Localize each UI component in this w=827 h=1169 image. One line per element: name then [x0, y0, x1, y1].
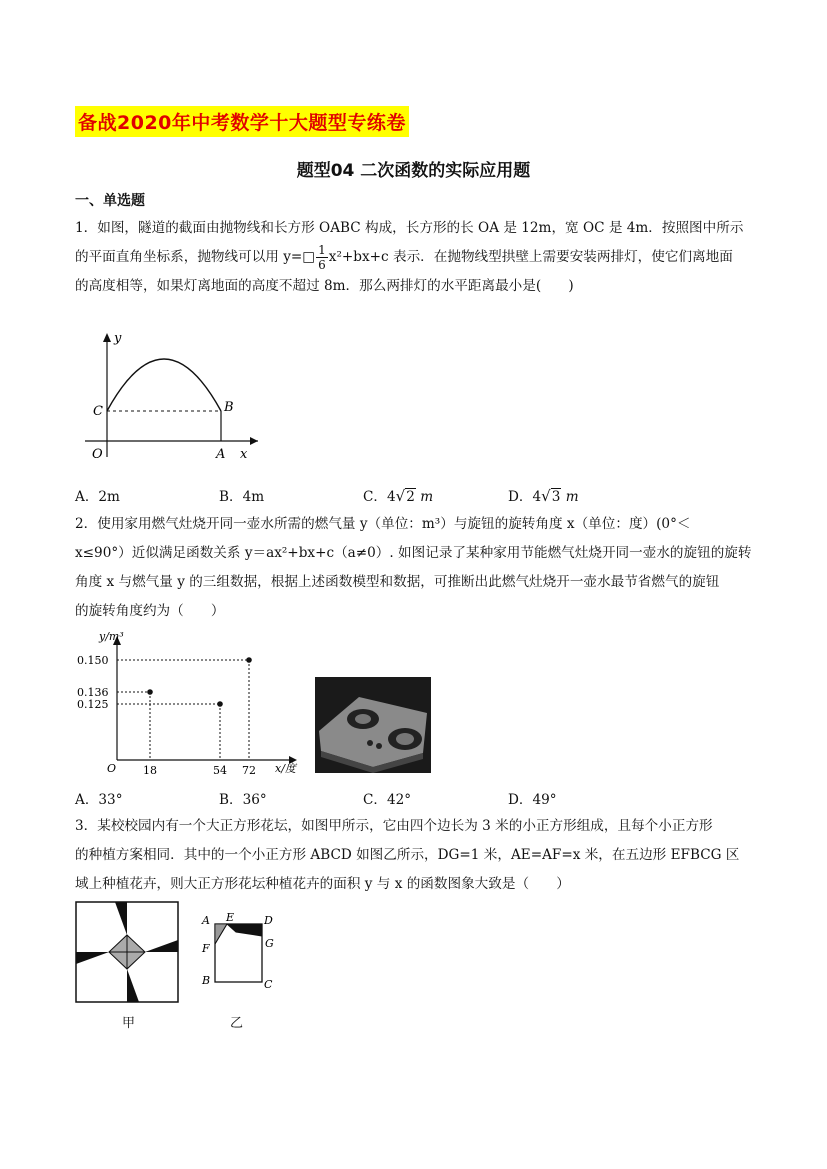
- q1-tunnel-figure: [80, 325, 270, 465]
- yi-label-e: E: [226, 911, 235, 924]
- q2-point-0: [147, 689, 153, 695]
- q2-line3: 角度 x 与燃气量 y 的三组数据，根据上述函数模型和数据，可推断出此燃气灶烧开一壶水最节省燃气的旋钮: [75, 574, 720, 590]
- q2-option-d[interactable]: D．49°: [508, 792, 557, 808]
- q2-line2: x≤90°）近似满足函数关系 y＝ax²+bx+c（a≠0）. 如图记录了某种家用节能燃气灶烧开同一壶水的旋钮的旋转: [75, 545, 752, 561]
- yi-label-f: F: [202, 942, 210, 955]
- section-heading: 一、单选题: [75, 193, 145, 209]
- q1-option-d-pre: D．4: [508, 489, 542, 505]
- q2-ylabel: y/m³: [99, 630, 124, 643]
- q1-label-c: C: [93, 404, 103, 419]
- page-title: 题型04 二次函数的实际应用题: [296, 161, 531, 181]
- stove-burner-left-center: [355, 714, 371, 724]
- q1-line3: 的高度相等，如果灯离地面的高度不超过 8m．那么两排灯的水平距离最小是( ): [75, 278, 574, 294]
- q1-option-c-radicand: 2: [406, 489, 415, 505]
- q1-x-arrow-icon: [250, 437, 258, 445]
- q2-ytick-1: 0.136: [77, 686, 109, 699]
- q2-xtick-0: 18: [143, 764, 157, 776]
- q1-label-x: x: [240, 447, 248, 462]
- stove-burner-right-center: [396, 733, 414, 745]
- stove-knob-left-icon: [367, 740, 373, 746]
- q2-line1: 2．使用家用燃气灶烧开同一壶水所需的燃气量 y（单位：m³）与旋钮的旋转角度 x（单位：度）(0°＜: [75, 516, 691, 532]
- q1-option-c-pre: C．4: [363, 489, 396, 505]
- q1-line2-pre: 的平面直角坐标系，抛物线可以用 y=□: [75, 249, 316, 265]
- q1-frac-den: 6: [318, 258, 326, 272]
- yi-label-c: C: [264, 978, 273, 990]
- q1-label-o: O: [92, 447, 103, 462]
- q1-parabola: [107, 359, 221, 411]
- q2-line4: 的旋转角度约为（ ）: [75, 603, 225, 619]
- q2-point-2: [246, 657, 252, 663]
- q3-caption-yi: 乙: [230, 1016, 244, 1031]
- q1-option-c-unit: m: [420, 489, 434, 505]
- q3-line2: 的种植方案相同．其中的一个小正方形 ABCD 如图乙所示，DG=1 米，AE=AF=x 米，在五边形 EFBCG 区: [75, 847, 740, 863]
- q3-figure-jia: [75, 901, 179, 1003]
- q2-scatter-chart: [75, 626, 305, 776]
- q1-line2: [75, 243, 755, 272]
- q1-option-d-radicand: 3: [551, 489, 561, 505]
- q3-caption-jia: 甲: [122, 1016, 136, 1031]
- q1-line2-post: x²+bx+c 表示．在抛物线型拱壁上需要安装两排灯，使它们离地面: [328, 249, 733, 265]
- q2-point-1: [217, 701, 223, 707]
- yi-label-d: D: [264, 914, 273, 927]
- q3-line1: 3．某校校园内有一个大正方形花坛，如图甲所示，它由四个边长为 3 米的小正方形组成，且每个小正方形: [75, 818, 713, 834]
- q2-text: [75, 510, 755, 626]
- q1-option-d-unit: m: [565, 489, 579, 505]
- q1-option-d[interactable]: D．4√3 m: [508, 487, 579, 505]
- q1-option-a[interactable]: A．2m: [75, 489, 120, 505]
- stove-photo: [315, 677, 431, 773]
- q1-option-b[interactable]: B．4m: [219, 489, 265, 505]
- q1-frac-num: 1: [318, 243, 326, 257]
- q3-line3: 域上种植花卉，则大正方形花坛种植花卉的面积 y 与 x 的函数图象大致是（ ）: [75, 876, 570, 892]
- q3-figure-yi: [198, 910, 286, 990]
- q1-y-arrow-icon: [103, 333, 111, 342]
- q1-label-y: y: [114, 331, 122, 346]
- q2-option-a[interactable]: A．33°: [75, 792, 123, 808]
- q1-text: [75, 214, 755, 301]
- q1-fraction: [316, 243, 328, 272]
- q1-line1: 1．如图，隧道的截面由抛物线和长方形 OABC 构成，长方形的长 OA 是 12m，宽 OC 是 4m．按照图中所示: [75, 220, 744, 236]
- banner-title: 备战2020年中考数学十大题型专练卷: [75, 106, 409, 137]
- q2-ytick-2: 0.125: [77, 698, 109, 711]
- stove-knob-right-icon: [376, 743, 382, 749]
- q2-xlabel: x/度: [275, 762, 296, 775]
- q2-ytick-0: 0.150: [77, 654, 109, 667]
- q2-xtick-2: 72: [242, 764, 256, 776]
- yi-label-b: B: [202, 974, 211, 987]
- q1-label-a: A: [216, 447, 226, 462]
- q2-origin: O: [107, 762, 117, 775]
- yi-label-g: G: [265, 937, 274, 950]
- q2-xtick-1: 54: [213, 764, 227, 776]
- q2-option-c[interactable]: C．42°: [363, 792, 412, 808]
- yi-label-a: A: [202, 914, 210, 927]
- q1-label-b: B: [224, 400, 234, 415]
- q1-option-c[interactable]: C．4√2 m: [363, 487, 434, 505]
- q3-text: [75, 812, 755, 899]
- q2-option-b[interactable]: B．36°: [219, 792, 267, 808]
